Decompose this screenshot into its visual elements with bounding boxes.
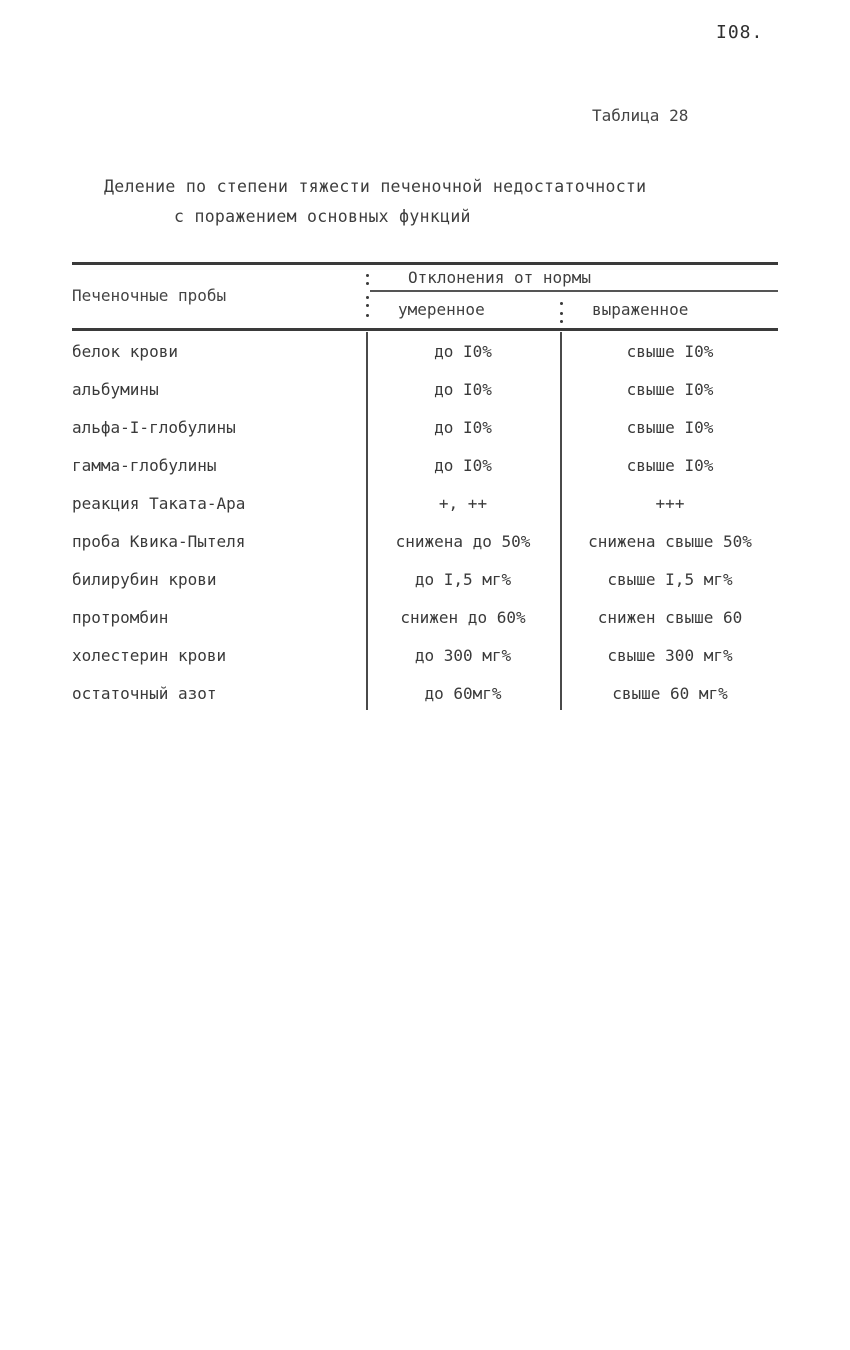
cell-moderate: до I0% [434, 342, 492, 361]
header-deviation-group: Отклонения от нормы [408, 268, 592, 287]
table-row [72, 342, 778, 380]
cell-expressed: свыше 300 мг% [607, 646, 733, 665]
cell-moderate: снижена до 50% [395, 532, 531, 551]
cell-expressed: свыше I,5 мг% [607, 570, 733, 589]
cell-expressed: +++ [655, 494, 685, 513]
cell-test-name: билирубин крови [72, 570, 217, 589]
cell-moderate: до 300 мг% [414, 646, 512, 665]
cell-expressed: снижена свыше 50% [588, 532, 752, 551]
header-moderate: умеренное [398, 300, 485, 319]
table-row [72, 646, 778, 684]
cell-test-name: остаточный азот [72, 684, 217, 703]
cell-moderate: до 60мг% [424, 684, 502, 703]
liver-tests-table [72, 262, 778, 710]
group-header-rule [370, 290, 778, 292]
cell-test-name: протромбин [72, 608, 169, 627]
cell-test-name: реакция Таката-Ара [72, 494, 246, 513]
header-separator-dot [366, 304, 369, 307]
table-row [72, 570, 778, 608]
header-separator-dot [560, 302, 563, 305]
caption-line-1: Деление по степени тяжести печеночной недостаточности [104, 177, 647, 196]
cell-test-name: гамма-глобулины [72, 456, 217, 475]
table-label: Таблица 28 [592, 106, 689, 125]
cell-expressed: свыше I0% [626, 342, 714, 361]
header-bottom-rule [72, 328, 778, 331]
header-separator-dot [366, 282, 369, 285]
cell-test-name: альфа-I-глобулины [72, 418, 236, 437]
table-row [72, 380, 778, 418]
header-separator-dot [366, 296, 369, 299]
cell-test-name: альбумины [72, 380, 159, 399]
cell-expressed: свыше I0% [626, 456, 714, 475]
header-liver-tests: Печеночные пробы [72, 286, 227, 305]
table-row [72, 684, 778, 710]
table-top-rule [72, 262, 778, 265]
cell-moderate: +, ++ [438, 494, 488, 513]
cell-expressed: свыше I0% [626, 418, 714, 437]
header-separator-dot [560, 320, 563, 323]
cell-moderate: до I0% [434, 456, 492, 475]
header-separator-dot [366, 274, 369, 277]
header-separator-dot [366, 314, 369, 317]
table-row [72, 608, 778, 646]
table-caption [104, 172, 764, 232]
cell-moderate: до I0% [434, 380, 492, 399]
table-row [72, 418, 778, 456]
cell-moderate: до I0% [434, 418, 492, 437]
table-row [72, 532, 778, 570]
cell-expressed: свыше I0% [626, 380, 714, 399]
table-row [72, 456, 778, 494]
cell-expressed: свыше 60 мг% [612, 684, 728, 703]
cell-expressed: снижен свыше 60 [597, 608, 743, 627]
caption-line-2: с поражением основных функций [174, 207, 471, 226]
header-expressed: выраженное [592, 300, 689, 319]
page-number: I08. [716, 22, 764, 43]
table-row [72, 494, 778, 532]
cell-moderate: до I,5 мг% [414, 570, 512, 589]
header-separator-dot [560, 312, 563, 315]
cell-test-name: белок крови [72, 342, 178, 361]
cell-moderate: снижен до 60% [400, 608, 526, 627]
cell-test-name: холестерин крови [72, 646, 227, 665]
cell-test-name: проба Квика-Пытеля [72, 532, 246, 551]
